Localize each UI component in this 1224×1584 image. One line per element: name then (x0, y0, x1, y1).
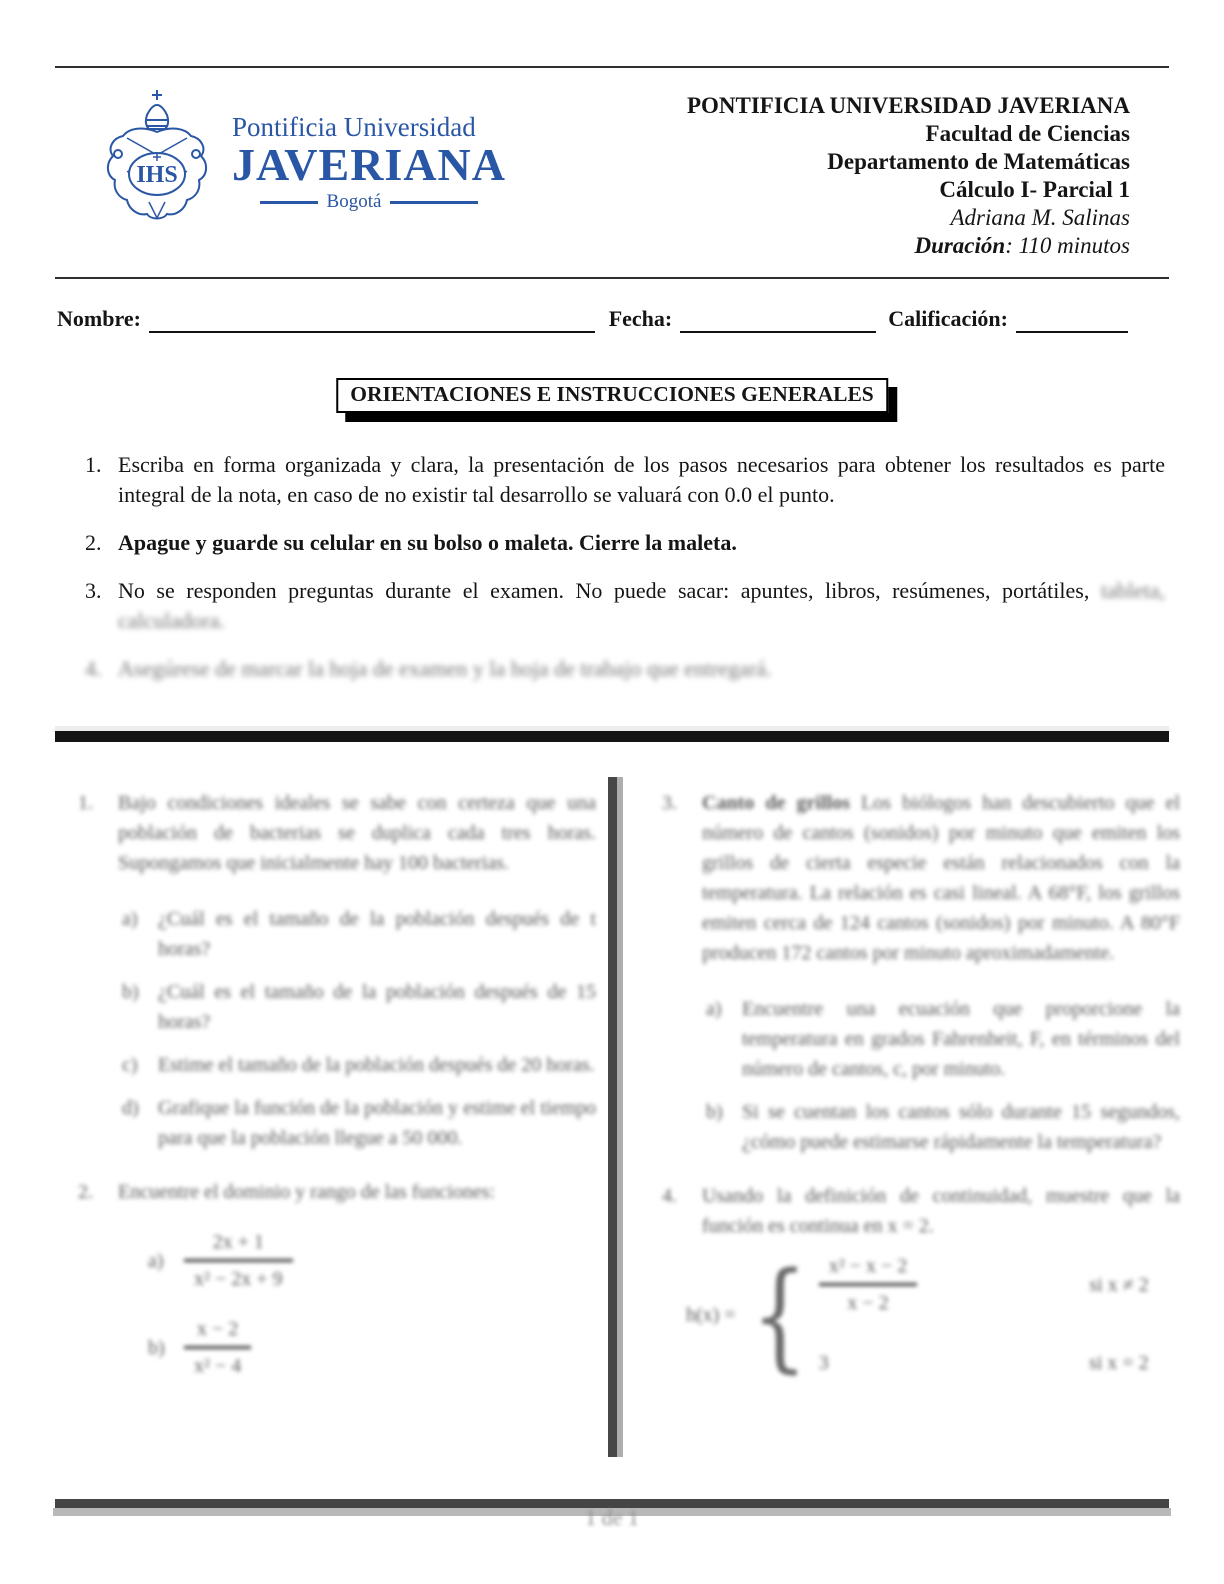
instruction-number: 4. (85, 656, 102, 681)
piecewise-function (686, 1251, 1180, 1378)
duration-label: Duración (914, 233, 1006, 258)
exam-body (0, 780, 1224, 1480)
header-faculty: Facultad de Ciencias (925, 121, 1130, 146)
instruction-item-4 (85, 654, 1165, 684)
header-department: Departamento de Matemáticas (827, 149, 1130, 174)
question-2a (148, 1227, 596, 1294)
crest-monogram: IHS (136, 162, 178, 188)
question-3b (706, 1097, 1180, 1157)
instruction-item-3 (85, 576, 1165, 636)
instruction-text: Apague y guarde su celular en su bolso o maleta. Cierre la maleta. (118, 530, 737, 555)
piecewise-case-2 (819, 1348, 1149, 1378)
dash-left (260, 201, 318, 204)
grade-input-line[interactable] (1016, 307, 1128, 333)
piecewise-cases (819, 1251, 1149, 1378)
fraction-numerator: x² − x − 2 (828, 1255, 908, 1277)
item-label: a) (122, 908, 138, 930)
question-text: Usando la definición de continuidad, muestre que la función es continua en x = 2. (702, 1185, 1180, 1237)
header-university: PONTIFICIA UNIVERSIDAD JAVERIANA (686, 93, 1130, 118)
item-text: ¿Cuál es el tamaño de la población después de 15 horas? (158, 981, 596, 1033)
item-text: Estime el tamaño de la población después de 20 horas. (158, 1054, 595, 1076)
name-input-line[interactable] (149, 307, 595, 333)
question-lead: Canto de grillos (702, 792, 850, 814)
question-text: Encuentre el dominio y rango de las funciones: (118, 1181, 496, 1203)
item-label: b) (706, 1101, 723, 1123)
case-condition: si x ≠ 2 (1089, 1273, 1149, 1296)
question-2 (78, 1177, 596, 1207)
logo-line2: JAVERIANA (232, 139, 506, 190)
piecewise-case-1 (819, 1251, 1149, 1318)
instruction-number: 3. (85, 578, 102, 603)
instructions-title-box: ORIENTACIONES E INSTRUCCIONES GENERALES (336, 378, 888, 413)
question-1a (122, 904, 596, 964)
header-duration (687, 232, 1130, 260)
university-logo (96, 88, 506, 228)
item-label: d) (122, 1097, 139, 1119)
fraction-denominator: x² − 4 (184, 1346, 251, 1381)
header-course: Cálculo I- Parcial 1 (939, 177, 1130, 202)
instruction-number: 2. (85, 530, 102, 555)
item-label: b) (148, 1336, 165, 1359)
fraction-numerator: 2x + 1 (212, 1231, 264, 1253)
question-4 (662, 1181, 1180, 1241)
logo-city-label: Bogotá (326, 191, 382, 212)
item-label: c) (122, 1054, 138, 1076)
grade-label: Calificación: (888, 306, 1008, 331)
question-number: 4. (662, 1185, 677, 1207)
case-value: 3 (818, 1352, 829, 1374)
item-text: Encuentre una ecuación que proporcione la temperatura en grados Fahrenheit, F, en términos del número de cantos, c, por minuto. (742, 998, 1180, 1080)
question-number: 1. (78, 792, 93, 814)
question-1c (122, 1050, 596, 1080)
case-condition: si x = 2 (1089, 1352, 1149, 1374)
item-text: Si se cuentan los cantos sólo durante 15 segundos, ¿cómo puede estimarse rápidamente la temperatura? (742, 1101, 1180, 1153)
exam-left-column (78, 788, 596, 1381)
fraction-denominator: x² − 2x + 9 (184, 1259, 293, 1294)
instruction-item-1 (85, 450, 1165, 510)
instructions-list (85, 450, 1165, 702)
instruction-number: 1. (85, 452, 102, 477)
fraction-numerator: x − 2 (197, 1318, 239, 1340)
logo-city-row (232, 191, 506, 213)
item-label: a) (148, 1249, 164, 1272)
logo-text (232, 88, 506, 213)
fields-row (57, 305, 1128, 333)
function-lhs: h(x) = (686, 1303, 736, 1326)
top-rule (55, 66, 1169, 68)
item-label: b) (122, 981, 139, 1003)
header-rule (55, 277, 1169, 279)
instruction-text (118, 576, 1165, 636)
duration-value: : 110 minutos (1005, 233, 1130, 258)
fraction-denominator: x − 2 (819, 1283, 918, 1318)
item-label: a) (706, 998, 722, 1020)
question-text (702, 788, 1180, 968)
section-separator (55, 726, 1169, 742)
question-1d (122, 1093, 596, 1153)
date-input-line[interactable] (680, 307, 876, 333)
question-3 (662, 788, 1180, 968)
item-text: ¿Cuál es el tamaño de la población después de t horas? (158, 908, 596, 960)
instruction-text: Escriba en forma organizada y clara, la presentación de los pasos necesarios para obtener los resultados es parte integral de la nota, en caso de no existir tal desarrollo se valuará con 0.0 el punto. (118, 452, 1165, 507)
item-text: Grafique la función de la población y estime el tiempo para que la población llegue a 50 000. (158, 1097, 596, 1149)
logo-line1: Pontificia Universidad (232, 112, 476, 142)
question-2b (148, 1314, 596, 1381)
name-label: Nombre: (57, 306, 141, 331)
dash-right (390, 201, 478, 204)
instruction-text-blurred: tableta, calculadora. (118, 578, 1165, 633)
exam-right-column (662, 788, 1180, 1378)
question-number: 3. (662, 792, 677, 814)
question-text: Bajo condiciones ideales se sabe con certeza que una población de bacterias se duplica cada tres horas. Supongamos que inicialmente hay 100 bacterias. (118, 792, 596, 874)
fraction (184, 1314, 251, 1381)
question-1b (122, 977, 596, 1037)
question-number: 2. (78, 1181, 93, 1203)
fraction (184, 1227, 293, 1294)
page-number: 1 de 1 (585, 1505, 639, 1530)
question-1 (78, 788, 596, 878)
question-3a (706, 994, 1180, 1084)
header-professor: Adriana M. Salinas (950, 205, 1130, 230)
question-text-rest: Los biólogos han descubierto que el número de cantos (sonidos) por minuto que emiten los grillos de cierta especie están relacionados con la temperatura. La relación es casi lineal. A 68°F, los grillos emiten cerca de 124 cantos (sonidos) por minuto. A 80°F producen 172 cantos por minuto aproximadamente. (702, 792, 1180, 964)
instruction-text-clear: No se responden preguntas durante el examen. No puede sacar: apuntes, libros, resúmenes, portátiles, (118, 578, 1090, 603)
instruction-item-2 (85, 528, 1165, 558)
instruction-text: Asegúrese de marcar la hoja de examen y la hoja de trabajo que entregará. (118, 656, 772, 681)
date-label: Fecha: (608, 306, 673, 331)
university-crest-icon (96, 88, 218, 228)
document-header (687, 92, 1130, 260)
fraction (819, 1251, 918, 1318)
brace-glyph (751, 1256, 807, 1374)
